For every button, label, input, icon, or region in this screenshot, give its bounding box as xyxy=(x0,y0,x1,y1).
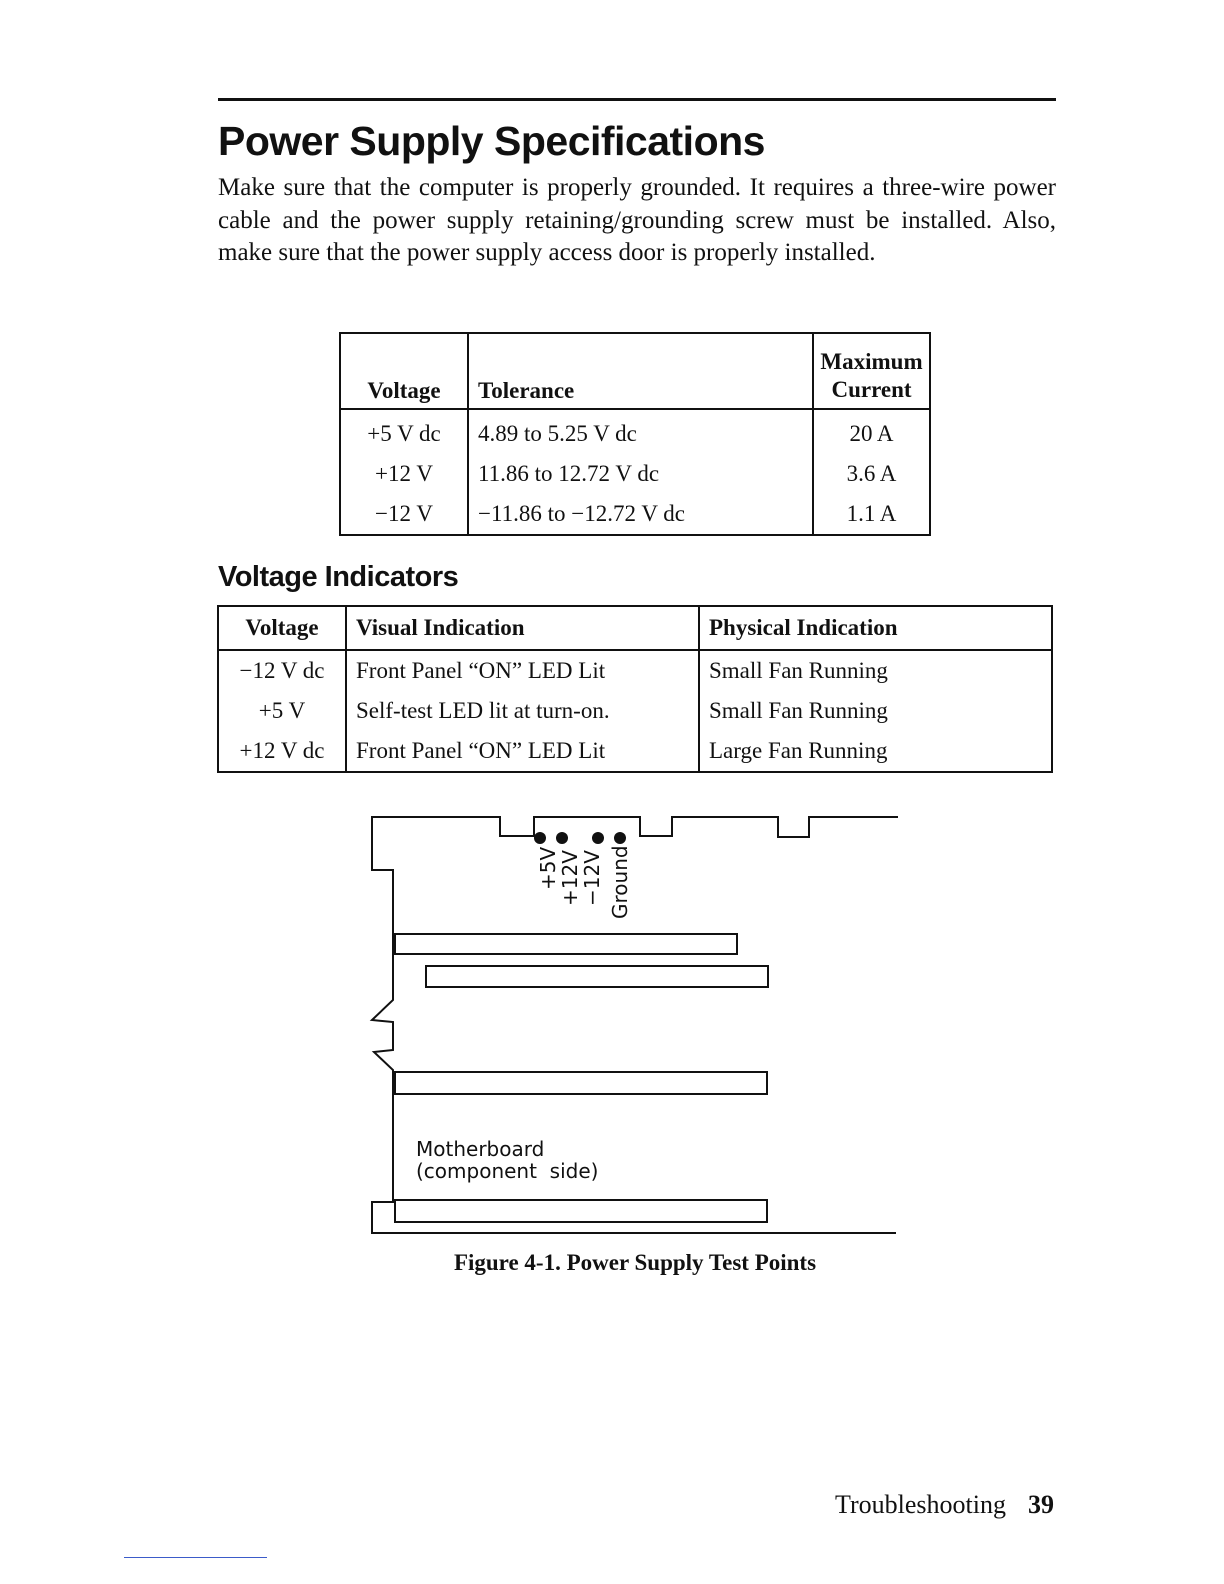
spec-header-tolerance: Tolerance xyxy=(468,333,813,409)
expansion-slot xyxy=(426,966,768,987)
ind-header-voltage: Voltage xyxy=(218,606,346,650)
indicator-row xyxy=(218,691,1052,731)
intro-paragraph: Make sure that the computer is properly grounded. It requires a three-wire power cable and the power supply retaining/grounding screw must be installed. Also, make sure that the power supply access door is properly installed. xyxy=(218,174,1056,266)
spec-cell-voltage: +12 V xyxy=(340,454,468,494)
spec-cell-tolerance: −11.86 to −12.72 V dc xyxy=(468,494,813,535)
figure-caption: Figure 4-1. Power Supply Test Points xyxy=(453,1250,817,1275)
expansion-slot xyxy=(395,934,737,954)
ind-header-physical: Physical Indication xyxy=(699,606,1052,650)
indicators-title: Voltage Indicators xyxy=(218,561,459,593)
indicators-header-row xyxy=(218,606,1052,650)
page-title: Power Supply Specifications xyxy=(218,118,765,164)
ind-header-visual: Visual Indication xyxy=(346,606,699,650)
spec-cell-tolerance: 11.86 to 12.72 V dc xyxy=(468,454,813,494)
spec-header-current xyxy=(813,333,930,409)
ind-cell-physical: Small Fan Running xyxy=(709,698,888,723)
test-point-label: −12V xyxy=(580,850,604,906)
spec-cell-voltage: +5 V dc xyxy=(340,409,468,454)
spec-header-current-text: Maximum Current xyxy=(820,349,923,402)
spec-header-voltage: Voltage xyxy=(340,333,468,409)
spec-cell-tolerance: 4.89 to 5.25 V dc xyxy=(468,409,813,454)
spec-cell-current: 1.1 A xyxy=(846,501,897,526)
indicators-table xyxy=(217,605,1053,773)
ind-cell-physical: Small Fan Running xyxy=(709,658,888,683)
ind-cell-visual: Front Panel “ON” LED Lit xyxy=(346,731,699,772)
spec-header-row xyxy=(340,333,930,409)
page-footer xyxy=(835,1490,1054,1520)
board-label-line1: Motherboard xyxy=(416,1137,545,1161)
page-number: 39 xyxy=(1028,1490,1054,1519)
test-point-dot xyxy=(614,832,626,844)
indicator-row xyxy=(218,731,1052,772)
indicator-row xyxy=(218,650,1052,691)
board-label-line2: (component side) xyxy=(416,1159,599,1183)
spec-row xyxy=(340,494,930,535)
spec-cell-current: 20 A xyxy=(849,421,894,446)
spec-row xyxy=(340,409,930,454)
expansion-slot xyxy=(395,1072,767,1094)
ind-cell-physical: Large Fan Running xyxy=(709,738,888,763)
spec-cell-voltage: −12 V xyxy=(340,494,468,535)
ind-cell-visual: Self-test LED lit at turn-on. xyxy=(346,691,699,731)
test-point-label: Ground xyxy=(608,845,632,919)
power-supply-test-points-diagram xyxy=(360,800,900,1240)
footer-rule xyxy=(124,1557,267,1558)
expansion-slot xyxy=(395,1200,767,1222)
top-rule xyxy=(218,98,1056,101)
ind-cell-visual: Front Panel “ON” LED Lit xyxy=(346,650,699,691)
test-point-dot xyxy=(534,832,546,844)
ind-cell-voltage: −12 V dc xyxy=(218,650,346,691)
spec-table xyxy=(339,332,931,536)
test-point-label: +5V xyxy=(536,846,560,890)
footer-section: Troubleshooting xyxy=(835,1490,1006,1519)
test-point-dot xyxy=(592,832,604,844)
spec-cell-current: 3.6 A xyxy=(846,461,897,486)
ind-cell-voltage: +5 V xyxy=(218,691,346,731)
ind-cell-voltage: +12 V dc xyxy=(218,731,346,772)
test-point-label: +12V xyxy=(558,850,582,906)
test-point-dot xyxy=(556,832,568,844)
spec-row xyxy=(340,454,930,494)
